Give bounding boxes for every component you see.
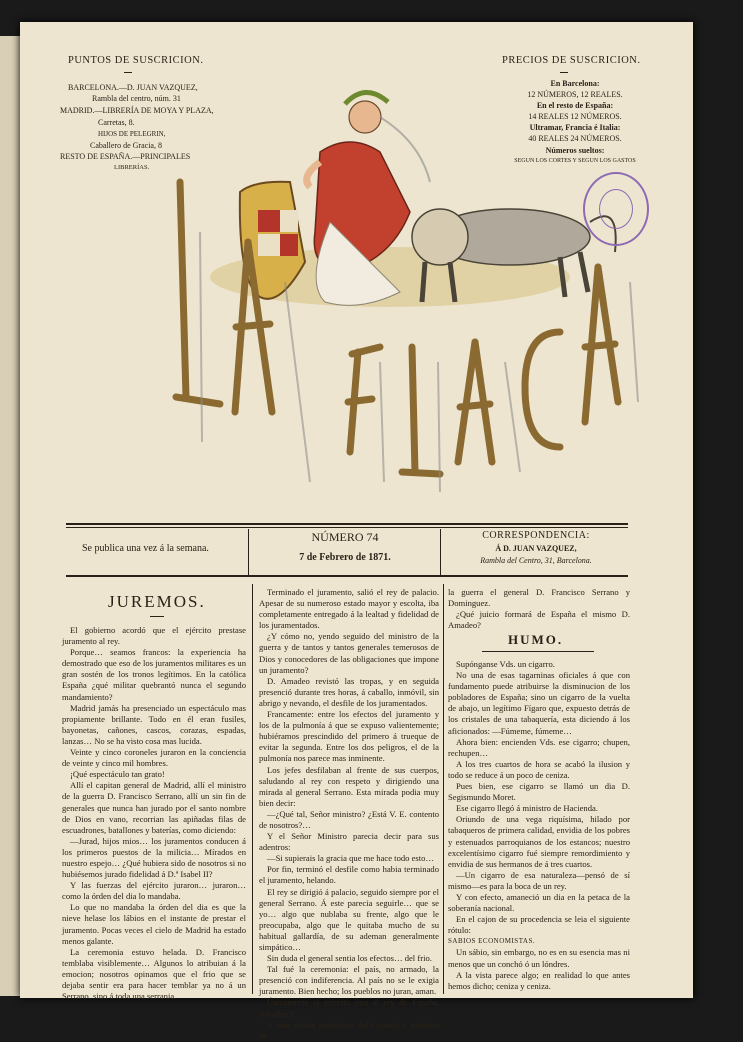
left-line-0: BARCELONA.—D. JUAN VAZQUEZ, (68, 83, 198, 92)
paragraph: No una de esas tagarninas oficiales á que con fundamento puede atribuirse la disminucion de los pobladores de España; sino un cigarro de la vuelta de abajo, un legítimo Fígaro que, expuesto detrás de los cristales de una tabaquería, esta diciendo á los aficionados: —Fúmeme, fúmeme… (448, 670, 630, 736)
publication-frequency: Se publica una vez á la semana. (82, 543, 209, 554)
divider (124, 72, 132, 73)
paragraph: SABIOS ECONOMISTAS. (448, 937, 536, 946)
right-line-1: 12 NÚMEROS, 12 REALES. (527, 90, 623, 99)
right-line-6: Números sueltos: (545, 146, 605, 155)
article-title-juremos: JUREMOS. (108, 592, 206, 611)
paragraph: Francamente: entre los efectos del juramento y los de la pulmonía á que se expuso valientemente; hubiéramos prescindido del primero á trueque de evitar la segunda. Entre los dos peligros, el de la pulmonía nos parece mas inminente. (259, 709, 439, 764)
library-stamp (583, 172, 649, 246)
paragraph: Madrid jamás ha presenciado un espectáculo mas propiamente brillante. Todo en él eran fusiles, bayonetas, cañones, cascos, corazas, espadas, lanzas… No se ha visto cosa mas lucida. (62, 702, 246, 746)
right-line-3: 14 REALES 12 NÚMEROS. (528, 112, 622, 121)
paragraph: Veinte y cinco coroneles juraron en la conciencia de veinte y cinco mil hombres. (62, 747, 246, 769)
right-line-5: 40 REALES 24 NÚMEROS. (528, 134, 622, 143)
correspondence-title: CORRESPONDENCIA: (482, 530, 590, 541)
paragraph: Pues bien, ese cigarro se llamó un dia D. Segismundo Moret. (448, 781, 630, 803)
title-underline (482, 651, 594, 652)
paragraph: Únicamente el ejército jura al rey de España, Amadeo I… (259, 997, 439, 1019)
masthead-title (320, 322, 325, 333)
paragraph: Por fin, terminó el desfile como habia terminado el juramento, helando. (259, 864, 439, 886)
left-line-7: LIBRERÍAS. (114, 164, 150, 171)
paragraph: La ceremonia estuvo helada. D. Francisco temblaba visiblemente… Algunos lo atribuian á la emocion; nosotros opinamos que el frio que se dejaba sentir era para hacer temblar ya no á un Serrano, sino á toda una serrania. (62, 946, 246, 1002)
article1-column2 (259, 587, 439, 1042)
right-line-2: En el resto de España: (536, 101, 614, 110)
column-divider (443, 584, 444, 994)
paragraph: Oriundo de una vega riquísima, hilado por tabaqueros de primera calidad, envidia de los pobres y estenuados parroquianos de los estancos; nuestro excelentísimo cigarro fué siempre remordimiento y envidia de sus hermanos de á tres cuartos. (448, 814, 630, 869)
article1-column1 (62, 625, 246, 1002)
masthead-illustration (140, 62, 640, 492)
paragraph: Porque… seamos francos: la experiencia ha demostrado que eso de los juramentos militares es un gran sostén de los tronos legítimos. En la católica España ¿qué militar quebrantó nunca el segundo mandamiento? (62, 647, 246, 702)
paragraph: Tal fué la ceremonia: el país, no armado, la presenció con indiferencia. Al país no se le exigia juramento. Bien hecho; los pueblos no juran, aman. (259, 964, 439, 997)
paragraph: A los tres cuartos de hora se acabó la ilusion y todo se reduce á un poco de ceniza. (448, 758, 630, 780)
newspaper-page (20, 22, 693, 1041)
divider (440, 529, 441, 575)
paragraph: —¿Qué tal, Señor ministro? ¿Está V. E. contento de nosotros?… (259, 808, 439, 830)
paragraph: D. Amadeo revistó las tropas, y en seguida presenció durante tres horas, á caballo, inmóvil, sin abrigo y nevando, el desfile de los juramentados. (259, 675, 439, 708)
paragraph: Un sábio, sin embargo, no es en su esencia mas ni menos que un conchó ó un lóndres. (448, 947, 630, 969)
correspondence-address: Rambla del Centro, 31, Barcelona. (480, 556, 592, 565)
paragraph: Ahora bien: encienden Vds. ese cigarro; chupen, rechupen… (448, 736, 630, 758)
left-line-5: Caballero de Gracia, 8 (90, 141, 162, 150)
paragraph: —Si supierais la gracia que me hace todo esto… (267, 853, 435, 864)
paragraph: ¿Qué juicio formará de España el mismo D. Amadeo? (448, 609, 630, 631)
paragraph: El rey se dirigió á palacio, seguido siempre por el general Serrano. Á este parecia seguirle… que se yo… algo que nublaba su frente, algo que le preocupaba, algo que le quitaba mucho de su habitual gallardía, de su ademan generalmente simpático… (259, 886, 439, 952)
paragraph: Y con efecto, amaneció un dia en la petaca de la soberanía nacional. (448, 891, 630, 914)
right-line-0: En Barcelona: (550, 79, 600, 88)
article-title-humo: HUMO. (508, 632, 564, 647)
issue-date: 7 de Febrero de 1871. (299, 552, 391, 563)
correspondence-name: Á D. JUAN VAZQUEZ, (495, 544, 577, 553)
stamp-crest-icon (599, 189, 633, 229)
top-rule-thin (66, 527, 628, 528)
paragraph: Los jefes desfilaban al frente de sus cuerpos, saludando al rey con respeto y dirigiendo una mirada al general Serrano. Esta mirada podia muy bien decir: (259, 764, 439, 808)
paragraph: ¿Y cómo no, yendo seguido del ministro de la guerra y de tantos y tantos generales temerosos de Dios y conocedores de las obligaciones que impone un juramento? (259, 631, 439, 675)
column-divider (252, 584, 253, 994)
title-underline (150, 616, 164, 617)
paragraph: —Jurad, hijos mios… los juramentos conducen á los primeros puestos de la milicia… Mírados en nuestro espejo… ¿Qué hubiera sido de nosotros si no hubiésemos jurado fidelidad á D.ª Isabel II? (62, 835, 246, 880)
paragraph: Y esto siendo presidente del Consejo y ministro de (259, 1019, 439, 1041)
paragraph: Ese cigarro llegó á ministro de Hacienda. (456, 803, 598, 814)
subscription-prices-title: PRECIOS DE SUSCRICION. (502, 55, 641, 66)
paragraph: Lo que no mandaba la órden del dia es que la nieve helase los lábios en el instante de prestar el juramento. Pocas veces el cielo de Madrid ha estado menos galante. (62, 902, 246, 946)
paragraph: Supónganse Vds. un cigarro. (456, 659, 555, 669)
left-line-2: MADRID.—LIBRERÍA DE MOYA Y PLAZA, (60, 106, 214, 115)
paragraph: Sin duda el general sentia los efectos… del frio. (267, 953, 432, 964)
paragraph: ¡Qué espectáculo tan grato! (70, 769, 165, 780)
paragraph: Terminado el juramento, salió el rey de palacio. Apesar de su numeroso estado mayor y escolta, iba completamente entregado á la lealtad y fidelidad de los juramentados. (259, 587, 439, 631)
left-line-3: Carretas, 8. (98, 118, 135, 127)
paragraph: —Un cigarro de esa naturaleza—pensó de sí mismo—es para la boca de un rey. (448, 869, 630, 891)
paragraph: A la vista parece algo; en realidad lo que antes hemos dicho; ceniza y ceniza. (448, 969, 630, 991)
paragraph: Allí el capitan general de Madrid, allí el ministro de la guerra D. Francisco Serrano, allí un sin fin de generales que nunca han jurado por el santo nombre de Dios en vano, recorrian las apiñadas filas de escuadrones, batallones y baterías, como diciendo: (62, 780, 246, 835)
divider (248, 529, 249, 575)
left-line-6: RESTO DE ESPAÑA.—PRINCIPALES (60, 152, 191, 161)
paragraph: la guerra el general D. Francisco Serrano y Dominguez. (448, 587, 630, 609)
paragraph: Y las fuerzas del ejército juraron… juraron… como la órden del dia lo mandaba. (62, 880, 246, 902)
paragraph: En el cajon de su procedencia se leia el siguiente rótulo: (448, 914, 630, 936)
left-line-1: Rambla del centro, núm. 31 (92, 94, 181, 103)
left-line-4: HIJOS DE PELEGRIN, (98, 130, 166, 138)
article1-column3 (448, 587, 630, 631)
right-line-4: Ultramar, Francia é Italia: (529, 123, 621, 132)
paragraph: Y el Señor Ministro parecia decir para sus adentros: (259, 831, 439, 853)
subscription-points-title: PUNTOS DE SUSCRICION. (68, 55, 204, 66)
bottom-rule (66, 575, 628, 577)
paragraph: El gobierno acordó que el ejército prestase juramento al rey. (62, 625, 246, 647)
article2-body (448, 659, 630, 992)
top-rule (66, 523, 628, 525)
issue-number: NÚMERO 74 (311, 530, 379, 544)
right-line-7: SEGUN LOS CORTES Y SEGUN LOS GASTOS (514, 158, 636, 164)
